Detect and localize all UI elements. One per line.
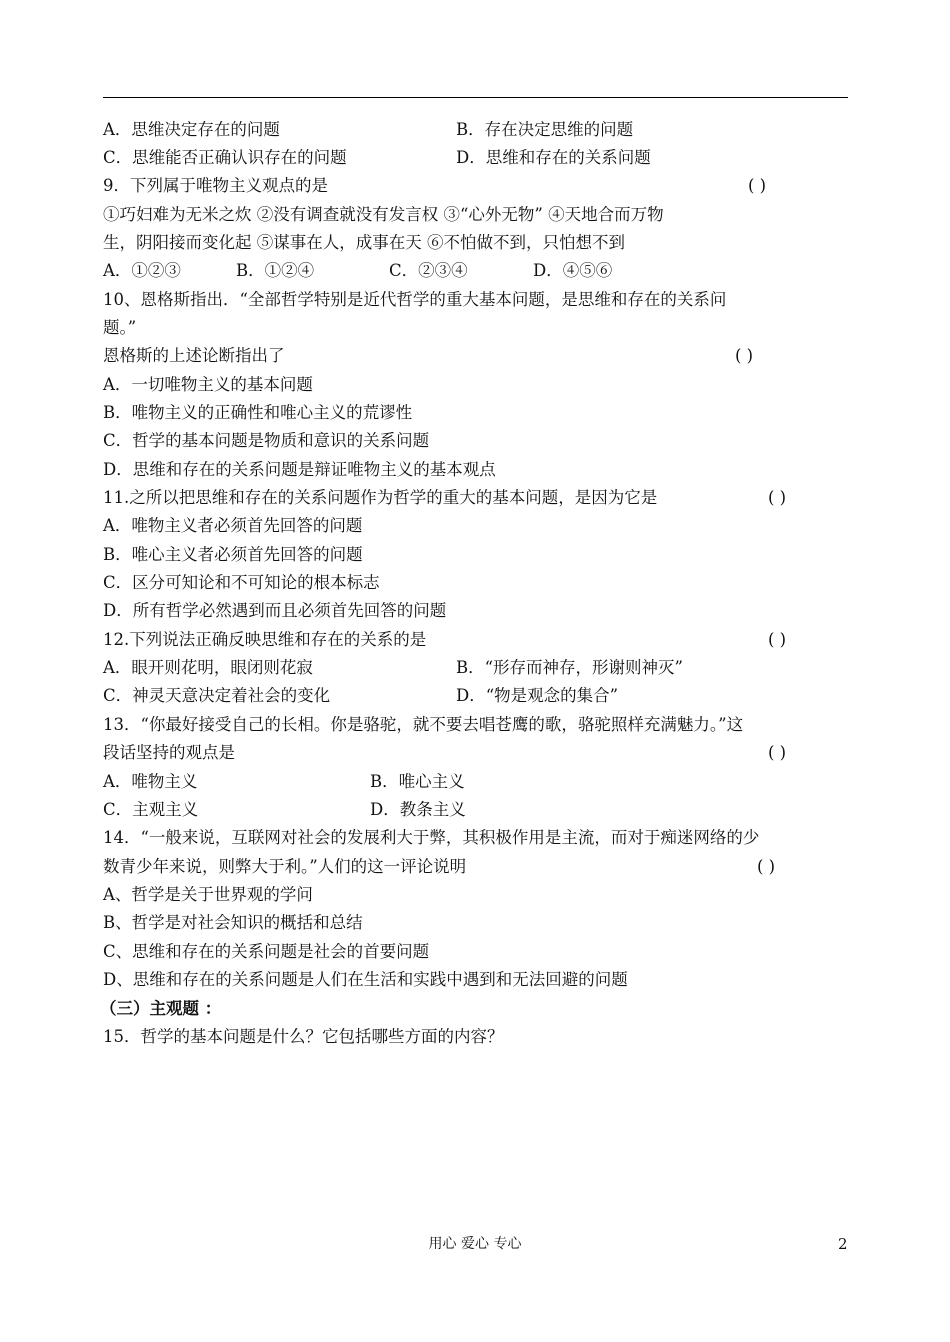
header-rule [103, 97, 848, 98]
q14-option-b: B、哲学是对社会知识的概括和总结 [103, 913, 363, 932]
q10-stem-line3: 恩格斯的上述论断指出了 [103, 346, 285, 365]
q15-stem: 15．哲学的基本问题是什么？它包括哪些方面的内容？ [103, 1027, 504, 1046]
q12-option-d: D．“物是观念的集合” [456, 686, 619, 705]
q14-option-d: D、思维和存在的关系问题是人们在生活和实践中遇到和无法回避的问题 [103, 970, 628, 989]
q8-option-d: D．思维和存在的关系问题 [456, 148, 651, 167]
q9-option-a: A．①②③ [103, 261, 181, 280]
q9-answer-paren: ( ) [748, 176, 767, 195]
q14-option-c: C、思维和存在的关系问题是社会的首要问题 [103, 942, 430, 961]
q11-answer-paren: ( ) [768, 488, 787, 507]
q13-answer-paren: ( ) [768, 743, 787, 762]
q12-option-a: A．眼开则花明，眼闭则花寂 [103, 658, 313, 677]
footer-motto: 用心 爱心 专心 [428, 1236, 522, 1252]
q13-option-d: D．教条主义 [370, 800, 466, 819]
q9-stem: 9．下列属于唯物主义观点的是 [103, 176, 328, 195]
q8-option-c: C．思维能否正确认识存在的问题 [103, 148, 347, 167]
q13-option-c: C．主观主义 [103, 800, 199, 819]
q11-option-b: B．唯心主义者必须首先回答的问题 [103, 545, 363, 564]
q13-stem-line2: 段话坚持的观点是 [103, 743, 235, 762]
section-heading: （三）主观题 ： [100, 999, 222, 1018]
q14-stem-line1: 14．“一般来说，互联网对社会的发展利大于弊，其积极作用是主流，而对于痴迷网络的少 [103, 828, 760, 847]
q13-option-a: A．唯物主义 [103, 772, 198, 791]
q9-option-d: D．④⑤⑥ [533, 261, 613, 280]
q10-option-b: B．唯物主义的正确性和唯心主义的荒谬性 [103, 403, 413, 422]
q9-option-c: C．②③④ [389, 261, 468, 280]
page-number: 2 [838, 1235, 848, 1253]
q14-stem-line2: 数青少年来说，则弊大于利。”人们的这一评论说明 [103, 857, 467, 876]
q14-answer-paren: ( ) [757, 857, 776, 876]
q9-statements-line2: 生，阴阳接而变化起 ⑤谋事在人，成事在天 ⑥不怕做不到，只怕想不到 [103, 233, 625, 252]
q9-statements-line1: ①巧妇难为无米之炊 ②没有调查就没有发言权 ③“心外无物” ④天地合而万物 [103, 205, 664, 224]
q12-stem: 12.下列说法正确反映思维和存在的关系的是 [103, 630, 427, 649]
q10-answer-paren: ( ) [735, 346, 754, 365]
q8-option-b: B．存在决定思维的问题 [456, 120, 634, 139]
q10-option-d: D．思维和存在的关系问题是辩证唯物主义的基本观点 [103, 460, 496, 479]
q13-stem-line1: 13．“你最好接受自己的长相。你是骆驼，就不要去唱苍鹰的歌，骆驼照样充满魅力。”这 [103, 715, 744, 734]
q14-option-a: A、哲学是关于世界观的学问 [103, 885, 313, 904]
q9-option-b: B．①②④ [236, 261, 315, 280]
q12-option-c: C．神灵天意决定着社会的变化 [103, 686, 331, 705]
q11-option-a: A．唯物主义者必须首先回答的问题 [103, 516, 363, 535]
q11-option-d: D．所有哲学必然遇到而且必须首先回答的问题 [103, 601, 447, 620]
q10-stem-line1: 10、恩格斯指出．“全部哲学特别是近代哲学的重大基本问题，是思维和存在的关系问 [103, 290, 727, 309]
q10-option-a: A．一切唯物主义的基本问题 [103, 375, 313, 394]
q13-option-b: B．唯心主义 [370, 772, 465, 791]
q10-option-c: C．哲学的基本问题是物质和意识的关系问题 [103, 431, 430, 450]
q12-option-b: B．“形存而神存，形谢则神灭” [456, 658, 683, 677]
q11-option-c: C．区分可知论和不可知论的根本标志 [103, 573, 380, 592]
q12-answer-paren: ( ) [768, 630, 787, 649]
q8-option-a: A．思维决定存在的问题 [103, 120, 280, 139]
q10-stem-line2: 题。” [103, 318, 137, 337]
q11-stem: 11.之所以把思维和存在的关系问题作为哲学的重大的基本问题，是因为它是 [103, 488, 658, 507]
